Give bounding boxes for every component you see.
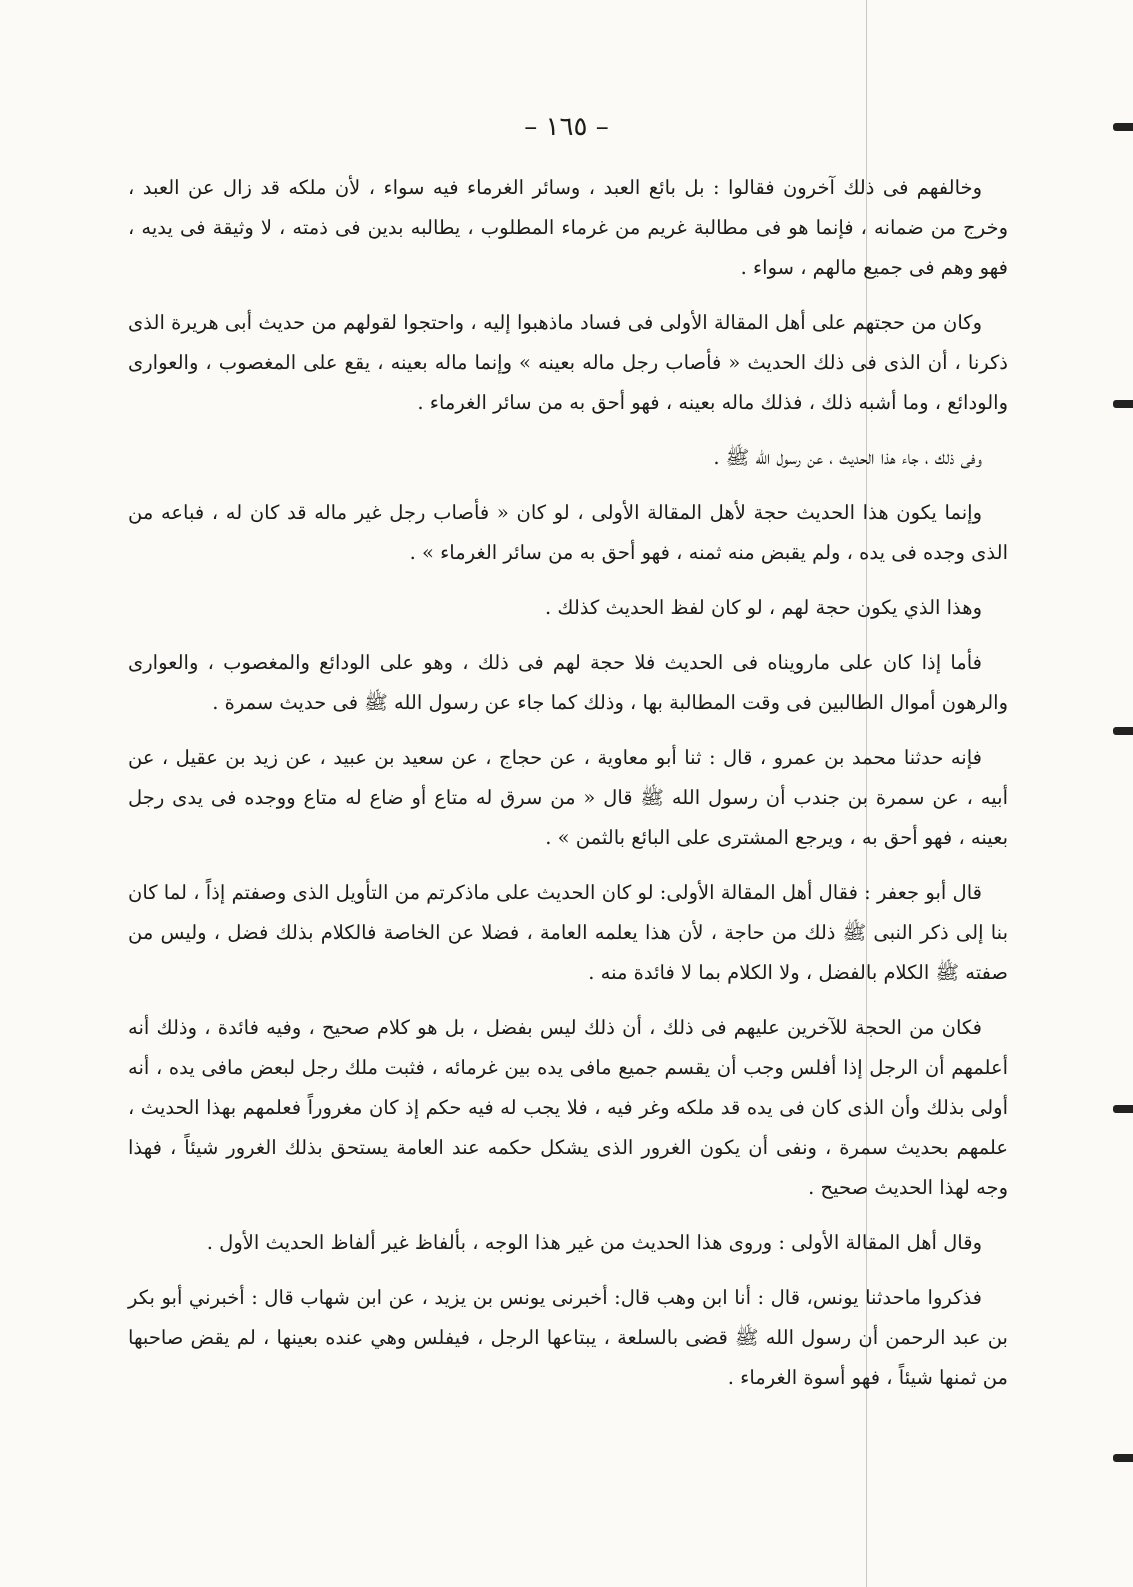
paragraph: فذكروا ماحدثنا يونس، قال : أنا ابن وهب قال: أخبرنى يونس بن يزيد ، عن ابن شهاب قال : أخبرني أبو بكر بن عبد الرحمن أن رسول الله ﷺ قضى بالسلعة ، يبتاعها الرجل ، فيفلس وهي عنده بعينها ، لم يقض صاحبها من ثمنها شيئاً ، فهو أسوة الغرماء .: [128, 1286, 1008, 1389]
paragraph: وإنما يكون هذا الحديث حجة لأهل المقالة الأولى ، لو كان « فأصاب رجل غير ماله قد كان له ، فباعه من الذى وجده فى يده ، ولم يقبض منه ثمنه ، فهو أحق به من سائر الغرماء » .: [128, 501, 1008, 564]
scan-edge-mark: [1113, 1454, 1133, 1462]
paragraph: وهذا الذي يكون حجة لهم ، لو كان لفظ الحديث كذلك .: [544, 596, 982, 619]
scan-edge-mark: [1113, 400, 1133, 408]
paragraph: فإنه حدثنا محمد بن عمرو ، قال : ثنا أبو معاوية ، عن حجاج ، عن سعيد بن عبيد ، عن زيد بن عقيل ، عن أبيه ، عن سمرة بن جندب أن رسول الله ﷺ قال « من سرق له متاع أو ضاع له متاع ووجده فى يدى رجل بعينه ، فهو أحق به ، ويرجع المشترى على البائع بالثمن » .: [128, 746, 1008, 849]
paragraph: فأما إذا كان على مارويناه فى الحديث فلا حجة لهم فى ذلك ، وهو على الودائع والمغصوب ، والعوارى والرهون أموال الطالبين فى وقت المطالبة بها ، وذلك كما جاء عن رسول الله ﷺ فى حديث سمرة .: [128, 651, 1008, 714]
paragraph: وكان من حجتهم على أهل المقالة الأولى فى فساد ماذهبوا إليه ، واحتجوا لقولهم من حديث أبى هريرة الذى ذكرنا ، أن الذى فى ذلك الحديث « فأصاب رجل ماله بعينه » وإنما ماله بعينه ، يقع على المغصوب ، والعوارى والودائع ، وما أشبه ذلك ، فذلك ماله بعينه ، فهو أحق به من سائر الغرماء .: [128, 311, 1008, 414]
scan-edge-mark: [1113, 727, 1133, 735]
paragraph: وفى ذلك ، جاء هذا الحديث ، عن رسول الله ﷺ .: [713, 446, 982, 469]
paragraph: وقال أهل المقالة الأولى : وروى هذا الحديث من غير هذا الوجه ، بألفاظ غير ألفاظ الحديث الأول .: [206, 1231, 982, 1254]
page-body: [128, 168, 1008, 1398]
paragraph: وخالفهم فى ذلك آخرون فقالوا : بل بائع العبد ، وسائر الغرماء فيه سواء ، لأن ملكه قد زال عن العبد ، وخرج من ضمانه ، فإنما هو فى مطالبة غريم من غرماء المطلوب ، يطالبه بدين فى ذمته ، لا وثيقة فى يديه ، فهو وهم فى جميع مالهم ، سواء .: [128, 176, 1008, 279]
paragraph: قال أبو جعفر : فقال أهل المقالة الأولى: لو كان الحديث على ماذكرتم من التأويل الذى وصفتم إذاً ، لما كان بنا إلى ذكر النبى ﷺ ذلك من حاجة ، لأن هذا يعلمه العامة ، فضلا عن الخاصة فالكلام بذلك فضل ، وليس من صفته ﷺ الكلام بالفضل ، ولا الكلام بما لا فائدة منه .: [128, 881, 1008, 984]
page-number: – ١٦٥ –: [524, 112, 609, 142]
paragraph: فكان من الحجة للآخرين عليهم فى ذلك ، أن ذلك ليس بفضل ، بل هو كلام صحيح ، وفيه فائدة ، وذلك أنه أعلمهم أن الرجل إذا أفلس وجب أن يقسم جميع مافى يده بين غرمائه ، فثبت ملك رجل لبعض مافى يده ، أنه أولى بذلك وأن الذى كان فى يده قد ملكه وغر فيه ، فلا يجب له فيه حكم إذ كان مغروراً فعلمهم بهذا الحديث ، علمهم بحديث سمرة ، ونفى أن يكون الغرور الذى يشكل حكمه عند العامة يستحق بذلك الغرور شيئاً ، فهذا وجه لهذا الحديث صحيح .: [128, 1016, 1008, 1199]
scan-edge-mark: [1113, 1105, 1133, 1113]
